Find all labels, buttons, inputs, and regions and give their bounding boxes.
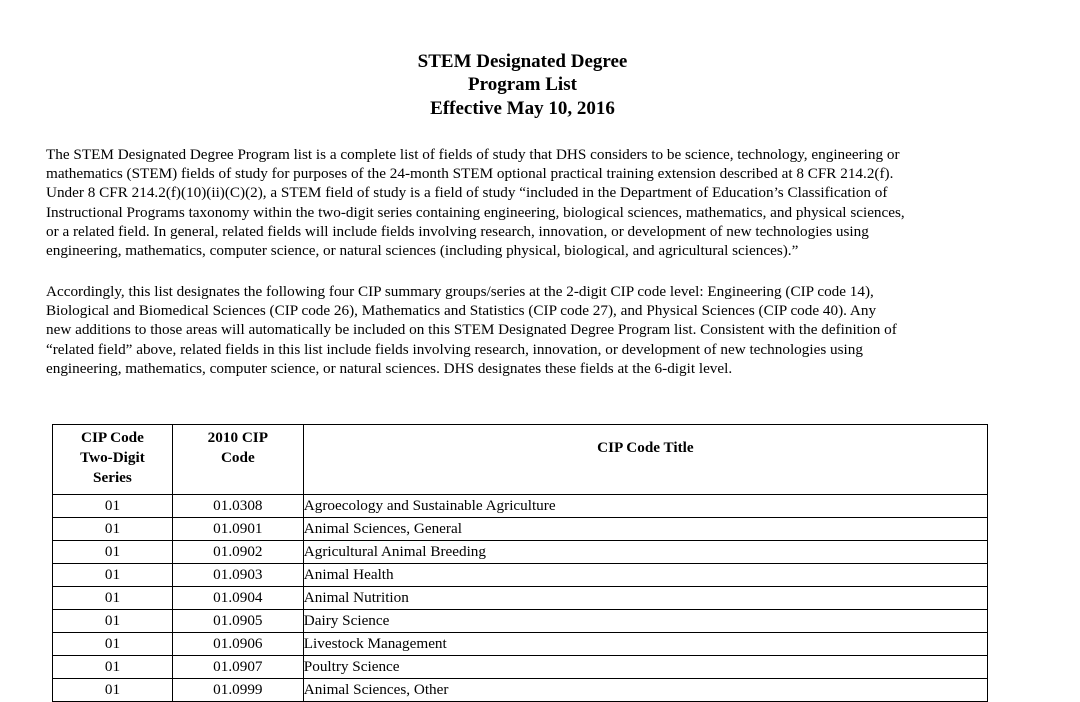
cip-code-table <box>52 424 988 702</box>
code-cell: 01.0904 <box>172 587 303 610</box>
designation-paragraph-line: Accordingly, this list designates the following four CIP summary groups/series at the 2-digit CIP code level: Engineering (CIP code 14), <box>46 283 874 300</box>
title-cell: Animal Health <box>303 564 987 587</box>
series-cell: 01 <box>53 564 173 587</box>
code-cell: 01.0906 <box>172 633 303 656</box>
code-cell: 01.0999 <box>172 679 303 702</box>
document-title-line1: STEM Designated Degree <box>417 51 628 72</box>
header-label: Code <box>220 449 255 466</box>
designation-paragraph-line: new additions to those areas will automatically be included on this STEM Designated Degree Program list. Consistent with the definition of <box>46 321 897 339</box>
title-cell: Poultry Science <box>303 656 987 679</box>
designation-paragraph-line: “related field” above, related fields in this list include fields involving research, innovation, or development of new technologies using <box>46 340 863 358</box>
table-row <box>53 541 988 564</box>
table-row <box>53 587 988 610</box>
series-cell: 01 <box>53 610 173 633</box>
header-two-digit-series <box>53 425 173 495</box>
table-row <box>53 610 988 633</box>
series-cell: 01 <box>53 679 173 702</box>
code-cell: 01.0902 <box>172 541 303 564</box>
designation-paragraph-line: engineering, mathematics, computer science, or natural sciences. DHS designates these fields at the 6-digit level. <box>46 359 733 377</box>
title-cell: Agroecology and Sustainable Agriculture <box>303 495 987 518</box>
header-label: Two-Digit <box>80 449 145 466</box>
title-cell: Livestock Management <box>303 633 987 656</box>
intro-paragraph-line: Under 8 CFR 214.2(f)(10)(ii)(C)(2), a STEM field of study is a field of study “included in the Department of Education’s Classification of <box>46 184 888 202</box>
intro-paragraph-line: or a related field. In general, related fields will include fields involving research, innovation, or development of new technologies using <box>46 222 869 240</box>
intro-paragraph-line: mathematics (STEM) fields of study for purposes of the 24-month STEM optional practical training extension described at 8 CFR 214.2(f). <box>46 165 894 183</box>
table-row <box>53 633 988 656</box>
intro-paragraph-line: engineering, mathematics, computer science, or natural sciences (including physical, biological, and agricultural sciences).” <box>46 242 799 260</box>
series-cell: 01 <box>53 656 173 679</box>
table-header-row <box>53 425 988 495</box>
series-cell: 01 <box>53 518 173 541</box>
code-cell: 01.0901 <box>172 518 303 541</box>
title-cell: Animal Sciences, Other <box>303 679 987 702</box>
code-cell: 01.0907 <box>172 656 303 679</box>
header-cip-code-title: CIP Code Title <box>303 425 987 495</box>
title-cell: Agricultural Animal Breeding <box>303 541 987 564</box>
table-row <box>53 495 988 518</box>
document-effective-date: Effective May 10, 2016 <box>430 98 615 119</box>
intro-paragraph-line: Instructional Programs taxonomy within the two-digit series containing engineering, biological sciences, mathematics, and physical sciences, <box>46 203 905 221</box>
header-label: Series <box>93 469 132 486</box>
title-cell: Animal Nutrition <box>303 587 987 610</box>
table-row <box>53 679 988 702</box>
header-label: CIP Code <box>81 429 144 446</box>
code-cell: 01.0905 <box>172 610 303 633</box>
series-cell: 01 <box>53 541 173 564</box>
series-cell: 01 <box>53 587 173 610</box>
table-row <box>53 518 988 541</box>
series-cell: 01 <box>53 633 173 656</box>
header-2010-cip-code <box>172 425 303 495</box>
designation-paragraph-line: Biological and Biomedical Sciences (CIP code 26), Mathematics and Statistics (CIP code 27), and Physical Sciences (CIP code 40). Any <box>46 302 877 320</box>
code-cell: 01.0308 <box>172 495 303 518</box>
code-cell: 01.0903 <box>172 564 303 587</box>
header-label: 2010 CIP <box>207 429 268 446</box>
title-cell: Dairy Science <box>303 610 987 633</box>
table-row <box>53 656 988 679</box>
title-cell: Animal Sciences, General <box>303 518 987 541</box>
document-title-line2: Program List <box>468 74 577 95</box>
designation-paragraph <box>46 282 1006 378</box>
intro-paragraph <box>46 145 1006 260</box>
table-row <box>53 564 988 587</box>
series-cell: 01 <box>53 495 173 518</box>
intro-paragraph-line: The STEM Designated Degree Program list is a complete list of fields of study that DHS considers to be science, technology, engineering or <box>46 146 900 163</box>
